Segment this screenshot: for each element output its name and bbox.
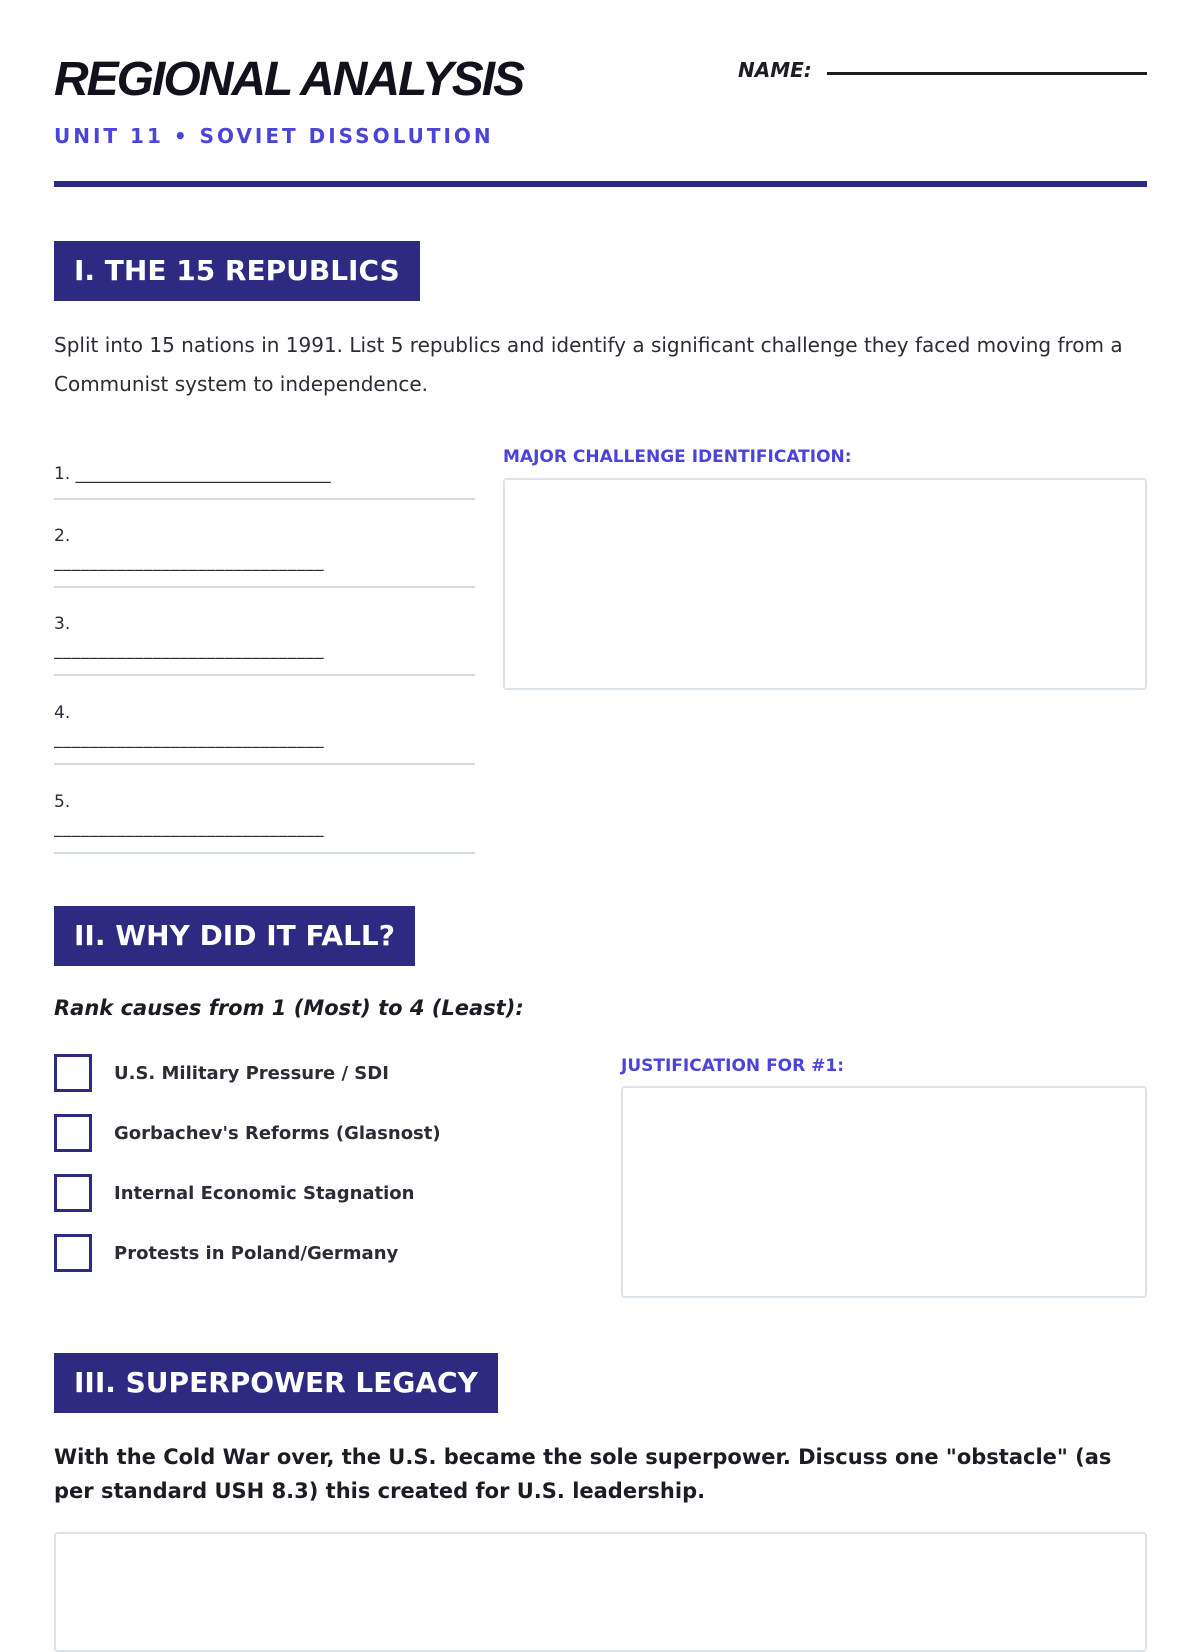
rank-checkbox[interactable] bbox=[54, 1174, 92, 1212]
rank-instruction: Rank causes from 1 (Most) to 4 (Least): bbox=[54, 996, 524, 1020]
republic-number: 3. bbox=[54, 614, 71, 634]
cause-label: Gorbachev's Reforms (Glasnost) bbox=[114, 1122, 441, 1144]
worksheet-title: REGIONAL ANALYSIS bbox=[54, 53, 524, 106]
rank-checkbox[interactable] bbox=[54, 1054, 92, 1092]
republic-line-4[interactable] bbox=[54, 703, 475, 765]
justification-label: JUSTIFICATION FOR #1: bbox=[621, 1056, 845, 1076]
justification-answer-box[interactable] bbox=[621, 1086, 1147, 1298]
section-3-heading: III. SUPERPOWER LEGACY bbox=[54, 1353, 498, 1413]
name-field-line[interactable] bbox=[827, 72, 1147, 75]
cause-label: Internal Economic Stagnation bbox=[114, 1182, 415, 1204]
header-divider bbox=[54, 181, 1147, 187]
republic-line-2[interactable] bbox=[54, 526, 475, 588]
cause-label: Protests in Poland/Germany bbox=[114, 1242, 399, 1264]
republic-blank: ______________________________ bbox=[75, 464, 331, 484]
legacy-answer-box[interactable] bbox=[54, 1532, 1147, 1652]
republic-number: 4. bbox=[54, 703, 71, 723]
republic-line-3[interactable] bbox=[54, 614, 475, 676]
republic-blank: ______________________________ bbox=[54, 552, 324, 572]
cause-row-2 bbox=[54, 1113, 441, 1153]
cause-row-3 bbox=[54, 1173, 415, 1213]
republic-blank: ______________________________ bbox=[54, 640, 324, 660]
section-2-heading: II. WHY DID IT FALL? bbox=[54, 906, 415, 966]
section-1-heading: I. THE 15 REPUBLICS bbox=[54, 241, 420, 301]
republic-line-1[interactable] bbox=[54, 464, 475, 500]
section-1-intro: Split into 15 nations in 1991. List 5 republics and identify a significant challenge they faced moving from a Communist system to independence. bbox=[54, 333, 1123, 396]
republic-number: 2. bbox=[54, 526, 71, 546]
republic-line-5[interactable] bbox=[54, 792, 475, 854]
rank-checkbox[interactable] bbox=[54, 1114, 92, 1152]
cause-row-1 bbox=[54, 1053, 389, 1093]
republic-blank: ______________________________ bbox=[54, 818, 324, 838]
cause-row-4 bbox=[54, 1233, 398, 1273]
republic-blank: ______________________________ bbox=[54, 729, 324, 749]
rank-checkbox[interactable] bbox=[54, 1234, 92, 1272]
name-label: NAME: bbox=[738, 58, 812, 82]
challenge-answer-box[interactable] bbox=[503, 478, 1147, 690]
cause-label: U.S. Military Pressure / SDI bbox=[114, 1062, 389, 1084]
section-3-prompt: With the Cold War over, the U.S. became the sole superpower. Discuss one "obstacle" (as per standard USH 8.3) this created for U.S. leadership. bbox=[54, 1445, 1112, 1503]
challenge-label: MAJOR CHALLENGE IDENTIFICATION: bbox=[503, 447, 852, 467]
unit-subtitle: UNIT 11 • SOVIET DISSOLUTION bbox=[54, 124, 494, 148]
republic-number: 1. bbox=[54, 464, 71, 484]
republic-number: 5. bbox=[54, 792, 71, 812]
